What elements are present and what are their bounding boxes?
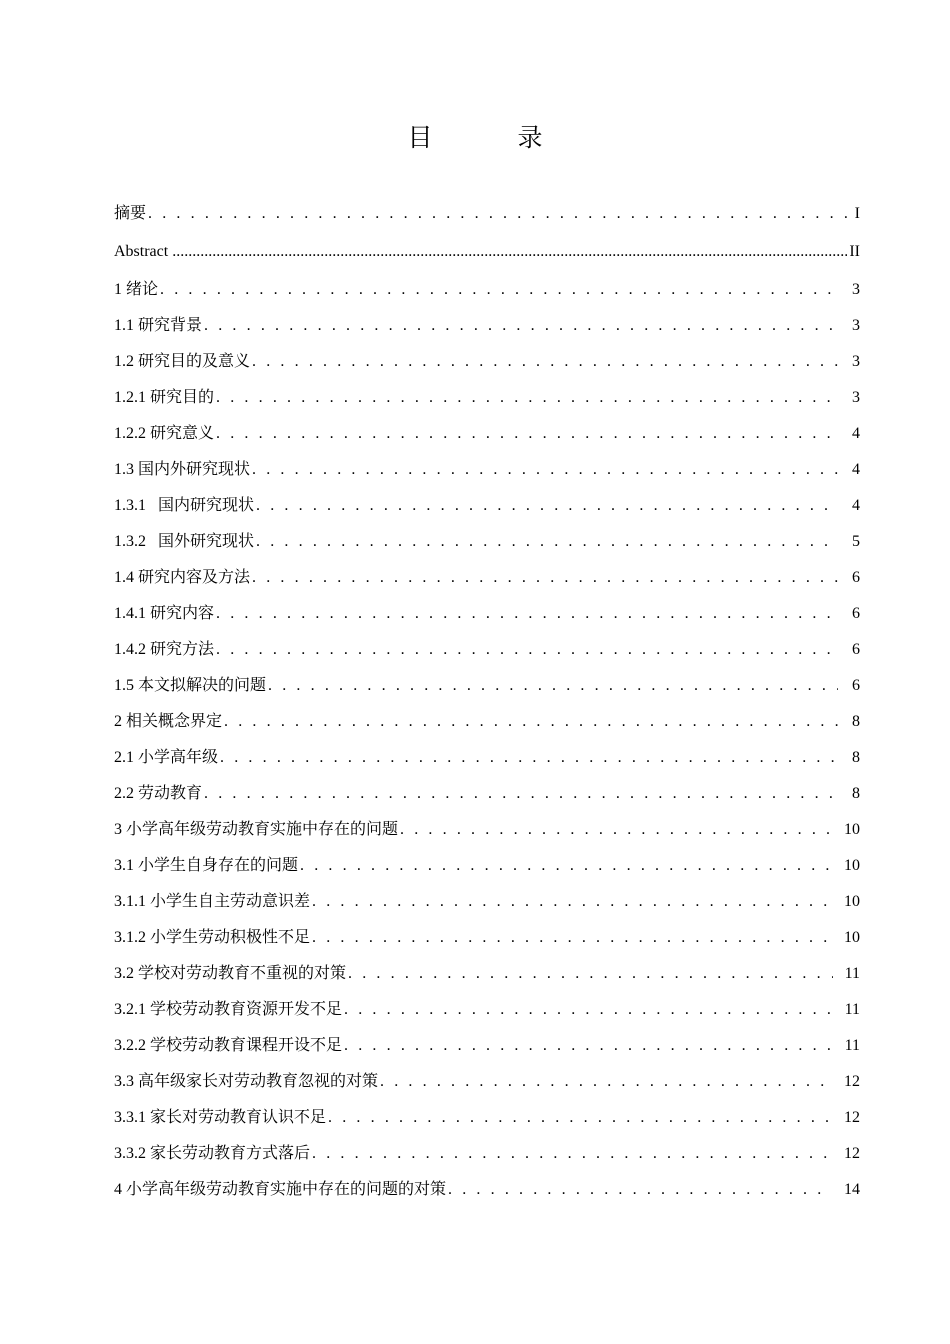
toc-dot-leader	[312, 884, 832, 920]
toc-entry-page: 10	[844, 929, 860, 946]
toc-entry-page: 3	[852, 317, 860, 334]
toc-dot-leader	[216, 632, 838, 668]
toc-entry-page: 4	[852, 461, 860, 478]
toc-dot-leader	[216, 596, 838, 632]
toc-dot-leader	[328, 1100, 832, 1136]
toc-entry[interactable]	[114, 234, 860, 272]
toc-entry-label: 1.2.1 研究目的	[114, 389, 215, 406]
toc-dot-leader	[312, 920, 832, 956]
table-of-contents	[114, 196, 860, 1208]
toc-dot-leader	[148, 196, 848, 232]
toc-entry-page: 5	[852, 533, 860, 550]
toc-entry-label: 1.5 本文拟解决的问题	[114, 677, 267, 694]
toc-dot-leader	[252, 560, 838, 596]
toc-entry-page: 3	[852, 281, 860, 298]
toc-dot-leader	[312, 1136, 832, 1172]
toc-entry[interactable]	[114, 380, 860, 416]
toc-entry-label: 3.1.1 小学生自主劳动意识差	[114, 893, 311, 910]
toc-entry[interactable]	[114, 344, 860, 380]
toc-dot-leader	[204, 776, 838, 812]
toc-dot-leader	[204, 308, 838, 344]
toc-dot-leader	[220, 740, 838, 776]
toc-entry[interactable]	[114, 920, 860, 956]
toc-entry-page: 3	[852, 389, 860, 406]
toc-entry[interactable]	[114, 776, 860, 812]
toc-entry-page: 8	[852, 785, 860, 802]
toc-dot-leader	[252, 344, 838, 380]
toc-entry-page: 11	[844, 1001, 860, 1018]
toc-entry[interactable]	[114, 704, 860, 740]
toc-entry-page: 8	[852, 713, 860, 730]
toc-entry-page: 12	[844, 1145, 860, 1162]
toc-dot-leader	[380, 1064, 832, 1100]
toc-entry-label: 1.4 研究内容及方法	[114, 569, 251, 586]
toc-entry-label: 2.2 劳动教育	[114, 785, 203, 802]
toc-title: 目 录	[407, 123, 573, 152]
toc-entry[interactable]	[114, 632, 860, 668]
toc-dot-leader	[344, 992, 833, 1028]
toc-entry[interactable]	[114, 596, 860, 632]
toc-entry[interactable]	[114, 848, 860, 884]
toc-entry-label: 1.4.1 研究内容	[114, 605, 215, 622]
toc-entry[interactable]	[114, 560, 860, 596]
toc-entry-page: 11	[844, 1037, 860, 1054]
toc-dot-leader	[224, 704, 838, 740]
toc-dot-leader	[300, 848, 832, 884]
toc-entry[interactable]	[114, 308, 860, 344]
toc-entry[interactable]	[114, 1172, 860, 1208]
toc-entry-label: 1.3 国内外研究现状	[114, 461, 251, 478]
toc-entry[interactable]	[114, 524, 860, 560]
toc-entry[interactable]	[114, 196, 860, 234]
toc-entry-page: I	[854, 205, 860, 222]
toc-dot-leader	[448, 1172, 832, 1208]
toc-entry-label: 2.1 小学高年级	[114, 749, 219, 766]
toc-entry[interactable]	[114, 1136, 860, 1172]
toc-entry[interactable]	[114, 956, 860, 992]
toc-dot-leader	[160, 272, 838, 308]
toc-entry[interactable]	[114, 1064, 860, 1100]
toc-dot-leader	[344, 1028, 833, 1064]
toc-entry-page: 8	[852, 749, 860, 766]
toc-entry[interactable]	[114, 668, 860, 704]
toc-entry-label: 3.2 学校对劳动教育不重视的对策	[114, 965, 347, 982]
toc-entry[interactable]	[114, 416, 860, 452]
toc-entry-label: 1 绪论	[114, 281, 159, 298]
toc-entry[interactable]	[114, 452, 860, 488]
toc-entry-page: 4	[852, 497, 860, 514]
toc-dot-leader	[256, 524, 838, 560]
toc-dot-leader	[256, 488, 838, 524]
toc-entry[interactable]	[114, 884, 860, 920]
toc-entry[interactable]	[114, 812, 860, 848]
toc-entry-label: 3.3.2 家长劳动教育方式落后	[114, 1145, 311, 1162]
toc-dot-leader	[400, 812, 832, 848]
toc-entry-page: 3	[852, 353, 860, 370]
toc-entry-page: 6	[852, 677, 860, 694]
toc-entry[interactable]	[114, 992, 860, 1028]
toc-entry-page: 10	[844, 893, 860, 910]
toc-entry[interactable]	[114, 488, 860, 524]
toc-entry-label: 4 小学高年级劳动教育实施中存在的问题的对策	[114, 1181, 447, 1198]
toc-entry-label: 1.2.2 研究意义	[114, 425, 215, 442]
toc-dot-leader	[252, 452, 838, 488]
toc-entry-page: 12	[844, 1109, 860, 1126]
toc-entry-label: 1.4.2 研究方法	[114, 641, 215, 658]
toc-entry-page: 4	[852, 425, 860, 442]
toc-entry-page: II	[849, 243, 860, 260]
toc-entry-label: 2 相关概念界定	[114, 713, 223, 730]
toc-dot-leader	[172, 234, 847, 270]
toc-entry-label: 1.3.1 国内研究现状	[114, 497, 255, 514]
toc-entry-page: 12	[844, 1073, 860, 1090]
toc-entry-label: 3.3.1 家长对劳动教育认识不足	[114, 1109, 327, 1126]
toc-entry-page: 6	[852, 569, 860, 586]
toc-entry-page: 10	[844, 821, 860, 838]
toc-entry-page: 6	[852, 641, 860, 658]
toc-entry[interactable]	[114, 1100, 860, 1136]
toc-entry-label: 摘要	[114, 205, 147, 222]
toc-entry-label: 3.1.2 小学生劳动积极性不足	[114, 929, 311, 946]
toc-entry-label: 3.2.1 学校劳动教育资源开发不足	[114, 1001, 343, 1018]
toc-dot-leader	[268, 668, 838, 704]
toc-entry-label: 1.2 研究目的及意义	[114, 353, 251, 370]
toc-entry[interactable]	[114, 740, 860, 776]
toc-entry-label: 3.2.2 学校劳动教育课程开设不足	[114, 1037, 343, 1054]
toc-entry-label: 3.3 高年级家长对劳动教育忽视的对策	[114, 1073, 379, 1090]
toc-entry-label: 3.1 小学生自身存在的问题	[114, 857, 299, 874]
toc-entry-page: 11	[844, 965, 860, 982]
toc-entry-page: 14	[844, 1181, 860, 1198]
toc-entry-label: 1.1 研究背景	[114, 317, 203, 334]
toc-entry-label: 1.3.2 国外研究现状	[114, 533, 255, 550]
toc-dot-leader	[216, 380, 838, 416]
toc-entry[interactable]	[114, 1028, 860, 1064]
toc-entry-label: Abstract	[114, 243, 169, 260]
toc-entry-page: 6	[852, 605, 860, 622]
toc-entry-label: 3 小学高年级劳动教育实施中存在的问题	[114, 821, 399, 838]
toc-entry-page: 10	[844, 857, 860, 874]
toc-dot-leader	[348, 956, 833, 992]
toc-dot-leader	[216, 416, 838, 452]
toc-entry[interactable]	[114, 272, 860, 308]
